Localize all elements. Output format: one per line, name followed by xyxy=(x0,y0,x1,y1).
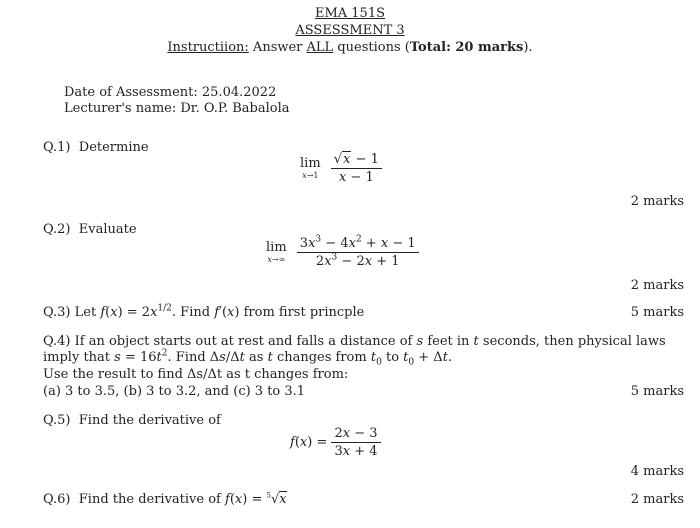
q4-marks: 5 marks xyxy=(630,384,684,399)
q4-line1: Q.4) If an object starts out at rest and falls a distance of s feet in t seconds, then physical laws xyxy=(43,334,666,349)
q4-line4: (a) 3 to 3.5, (b) 3 to 3.2, and (c) 3 to 3.1 xyxy=(43,384,306,399)
q3-text: Q.3) Let $f(x) = 2x^{1/2}$. Find f′(x) from first princple xyxy=(43,303,365,320)
q5-formula: f(x) = $\frac{2x - 3}{3x + 4}$ xyxy=(290,426,381,459)
q6-text: Q.6) Find the derivative of f(x) = $^5$√x xyxy=(43,491,287,507)
q1-marks: 2 marks xyxy=(630,194,684,209)
q5-marks: 4 marks xyxy=(630,464,684,479)
q4-line3: Use the result to find Δs/Δt as t changes from: xyxy=(43,367,349,382)
course-code: EMA 151S xyxy=(314,6,386,21)
assessment-date: Date of Assessment: 25.04.2022 xyxy=(64,85,277,100)
q5-label: Q.5) Find the derivative of xyxy=(43,413,221,428)
q2-label: Q.2) Evaluate xyxy=(43,222,137,237)
q2-formula: lim x→∞ $\frac{3x^3 - 4x^2 + x - 1}{2x^3 - 2x + 1}$ xyxy=(266,236,419,269)
q2-marks: 2 marks xyxy=(630,278,684,293)
instruction-line: Instructiion: Answer ALL questions (Total: 20 marks). xyxy=(167,40,533,55)
q6-marks: 2 marks xyxy=(630,492,684,507)
assessment-title: ASSESSMENT 3 xyxy=(295,23,405,38)
q4-line2: imply that $s = 16t^2$. Find Δs/Δt as t changes from $t_0$ to $t_0 + \Delta t$. xyxy=(43,348,453,368)
q1-formula: lim x→1 $\frac{√x - 1}{x - 1}$ xyxy=(300,152,382,185)
q1-label: Q.1) Determine xyxy=(43,140,149,155)
lecturer-name: Lecturer's name: Dr. O.P. Babalola xyxy=(64,101,290,116)
q3-marks: 5 marks xyxy=(630,305,684,320)
